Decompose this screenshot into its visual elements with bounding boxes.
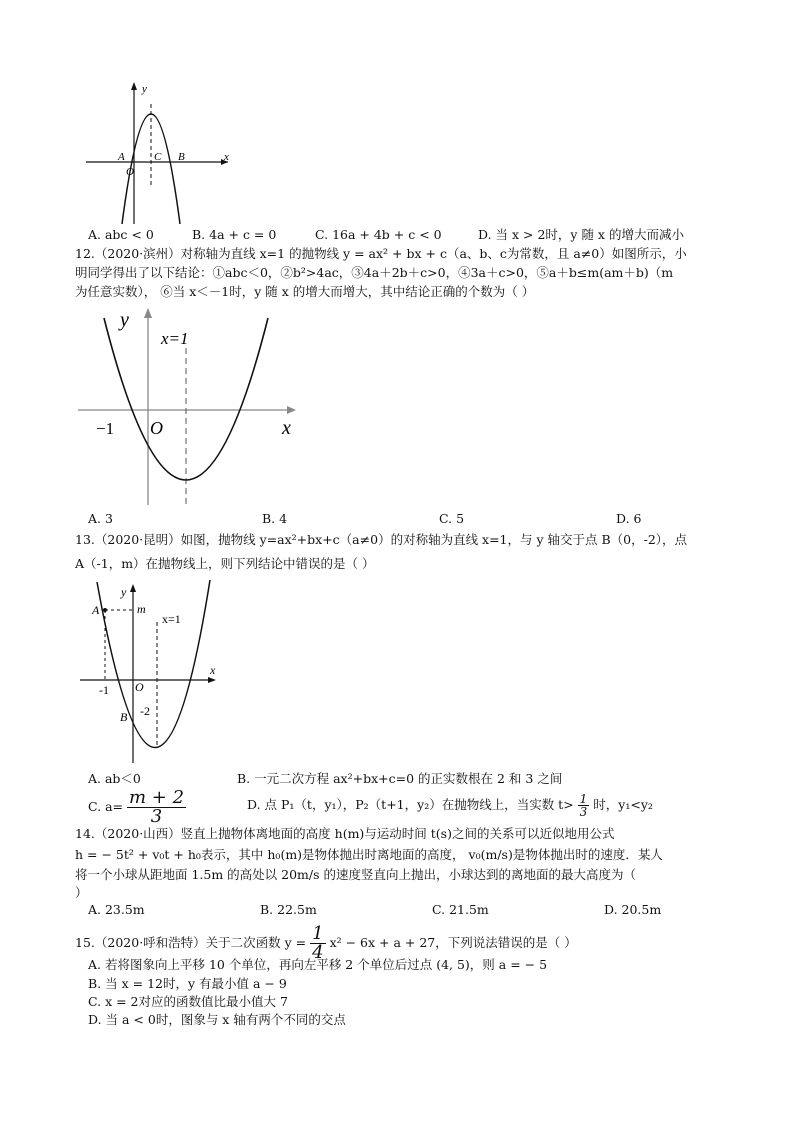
- fig1-C-label: C: [154, 151, 162, 163]
- q12-figure: [76, 300, 306, 510]
- q14-stem-line4: ）: [75, 885, 88, 900]
- q15-option-d: D. 当 a < 0时，图象与 x 轴有两个不同的交点: [88, 1012, 346, 1027]
- fig3-axis-label: x=1: [162, 612, 181, 626]
- q12-stem-line2: 明同学得出了以下结论：①abc＜0，②b²>4ac，③4a＋2b＋c>0，④3a＋c>0，⑤a＋b≤m(am＋b)（m: [75, 265, 674, 280]
- q15-option-c: C. x = 2对应的函数值比最小值大 7: [88, 994, 288, 1009]
- q14-stem-line2: h = − 5t² + v₀t + h₀表示，其中 h₀(m)是物体抛出时离地面的高度， v₀(m/s)是物体抛出时的速度．某人: [75, 847, 663, 862]
- fig1-x-label: x: [224, 151, 229, 163]
- fig2-neg1-label: −1: [96, 419, 115, 438]
- fig1-y-label: y: [142, 83, 147, 95]
- q15-denominator: 4: [312, 942, 324, 963]
- fig3-x-label: x: [210, 663, 216, 677]
- q15-option-a: A. 若将图象向上平移 10 个单位，再向左平移 2 个单位后过点 (4, 5)，则 a = − 5: [88, 957, 548, 972]
- q13-option-d-post: 时，y₁<y₂: [593, 797, 653, 812]
- q15-option-b: B. 当 x = 12时，y 有最小值 a − 9: [88, 976, 287, 991]
- q11-option-c: C. 16a + 4b + c < 0: [315, 227, 442, 242]
- q12-option-c: C. 5: [439, 511, 465, 526]
- point-A: [103, 608, 107, 612]
- q13-d-denominator: 3: [579, 805, 588, 819]
- q13-stem-line2: A（-1，m）在抛物线上，则下列结论中错误的是（ ）: [75, 556, 375, 571]
- q15-stem-pre: 15.（2020·呼和浩特）关于二次函数 y =: [75, 935, 311, 950]
- q12-stem-line3: 为任意实数）， ⑥当 x＜－1时，y 随 x 的增大而增大，其中结论正确的个数为（ ）: [75, 284, 535, 299]
- q12-option-a: A. 3: [88, 511, 113, 526]
- q14-option-d: D. 20.5m: [604, 902, 662, 917]
- q13-c-denominator: 3: [150, 806, 163, 827]
- fig1-O-label: O: [126, 166, 134, 178]
- q13-option-d-pre: D. 点 P₁（t，y₁），P₂（t+1，y₂）在抛物线上，当实数 t>: [247, 797, 574, 812]
- fig1-B-label: B: [178, 151, 185, 163]
- q13-option-c-prefix: C. a=: [88, 799, 123, 814]
- q11-figure: [82, 78, 242, 228]
- q15-stem-post: x² − 6x + a + 27，下列说法错误的是（ ）: [329, 935, 577, 950]
- q13-d-numerator: 1: [579, 792, 588, 806]
- q11-option-b: B. 4a + c = 0: [192, 227, 277, 242]
- q13-option-d: [247, 793, 653, 818]
- fig3-O-label: O: [135, 680, 144, 694]
- q12-stem-line1: 12.（2020·滨州）对称轴为直线 x=1 的抛物线 y = ax² + bx + c（a、b、c为常数，且 a≠0）如图所示，小: [75, 246, 687, 261]
- parabola: [97, 580, 210, 748]
- y-axis-arrow: [144, 308, 152, 318]
- q13-stem-line1: 13.（2020·昆明）如图，抛物线 y=ax²+bx+c（a≠0）的对称轴为直线 x=1，与 y 轴交于点 B（0，-2），点: [75, 532, 688, 547]
- q11-option-d: D. 当 x > 2时，y 随 x 的增大而减小: [478, 227, 684, 242]
- q15-numerator: 1: [312, 923, 324, 944]
- fig3-y-label: y: [121, 585, 127, 599]
- q13-c-numerator: m + 2: [128, 787, 185, 808]
- q14-option-a: A. 23.5m: [88, 902, 145, 917]
- q13-option-c-fraction: [127, 789, 186, 826]
- fig3-A-label: A: [92, 603, 100, 617]
- q14-option-c: C. 21.5m: [432, 902, 489, 917]
- q14-stem-line3: 将一个小球从距地面 1.5m 的高处以 20m/s 的速度竖直向上抛出，小球达到的离地面的最大高度为（: [75, 867, 637, 882]
- q13-figure: [78, 578, 228, 768]
- fig3-B-label: B: [120, 710, 128, 724]
- q12-option-d: D. 6: [616, 511, 642, 526]
- fig2-y-label: y: [120, 309, 129, 331]
- x-axis-arrow: [208, 677, 216, 683]
- fig2-O-label: O: [150, 418, 163, 438]
- fig2-axis-label: x=1: [161, 329, 189, 348]
- x-axis-arrow: [287, 406, 296, 414]
- fig1-A-label: A: [118, 151, 125, 163]
- q14-stem-line1: 14.（2020·山西）竖直上抛物体离地面的高度 h(m)与运动时间 t(s)之间的关系可以近似地用公式: [75, 826, 615, 841]
- fig3-neg2-label: -2: [140, 704, 150, 718]
- q14-option-b: B. 22.5m: [260, 902, 317, 917]
- y-axis-arrow: [131, 82, 137, 90]
- q13-option-d-fraction: [578, 793, 590, 818]
- fig3-neg1-label: -1: [99, 683, 109, 697]
- fig3-m-label: m: [137, 602, 146, 616]
- q13-option-c: [88, 789, 186, 826]
- q12-option-b: B. 4: [262, 511, 288, 526]
- y-axis-arrow: [130, 584, 136, 592]
- q13-option-a: A. ab＜0: [88, 771, 141, 786]
- q11-option-a: A. abc < 0: [88, 227, 154, 242]
- q13-option-b: B. 一元二次方程 ax²+bx+c=0 的正实数根在 2 和 3 之间: [237, 771, 563, 786]
- fig2-x-label: x: [282, 417, 291, 439]
